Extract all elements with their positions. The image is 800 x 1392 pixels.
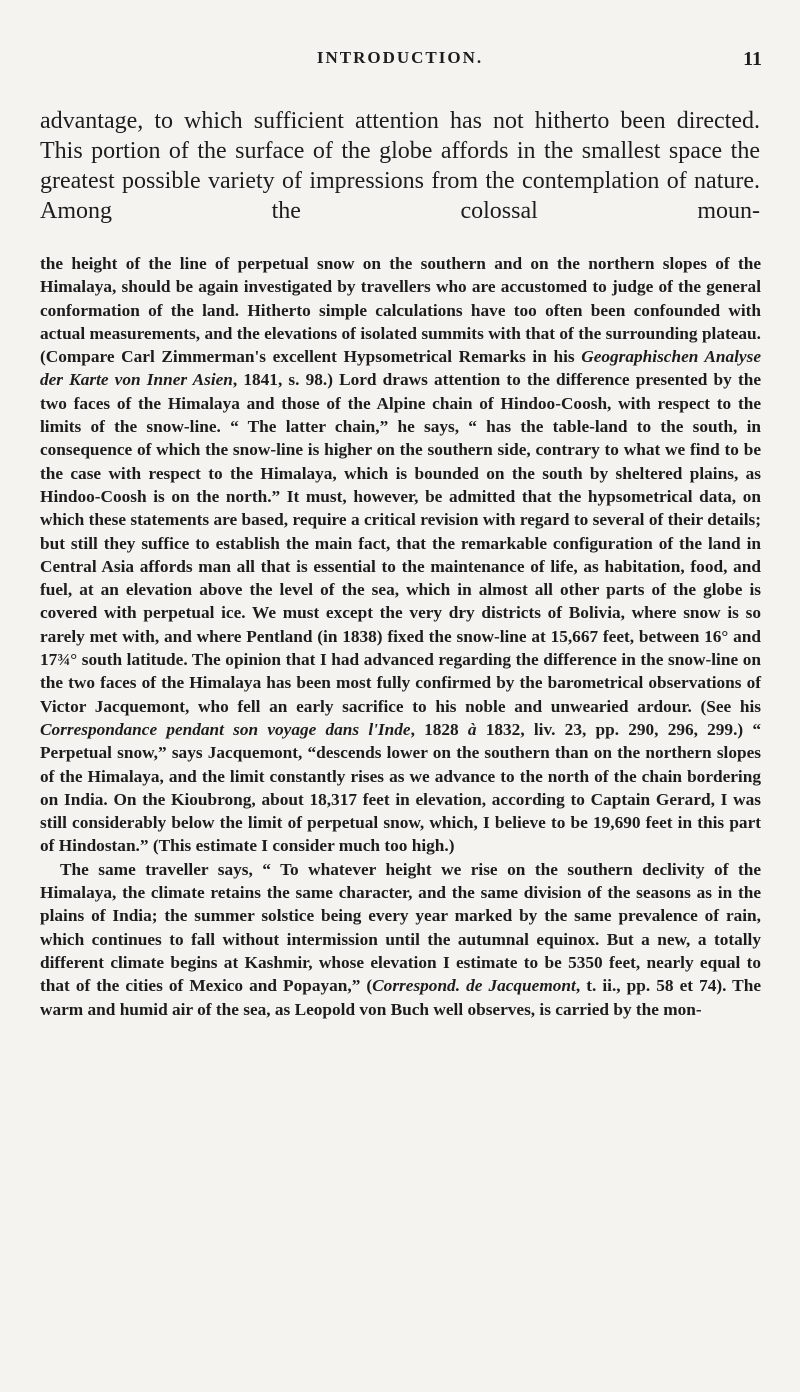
main-text: advantage, to which sufficient attention has not hitherto been directed. This portion of the surface of the globe affords in the smallest space the greatest possible variety of impressions from the contemplation of nature. Among the colossal moun-	[40, 108, 760, 224]
footnote-text: The same traveller says, “ To whatever height we rise on the southern declivity of the Himalaya, the climate retains the same character, and the same division of the seasons as in the plains of India; the summer solstice being every year marked by the same prevalence of rain, which continues to fall without intermission until the autumnal equinox. But a new, a totally different climate begins at Kashmir, whose elevation I estimate to be 5350 feet, nearly equal to that of the cities of Mexico and Popayan,” (	[40, 859, 761, 996]
page-number: 11	[743, 48, 762, 70]
footnote-text: the height of the line of perpetual snow on the southern and on the northern slopes of the Himalaya, should be again investigated by travellers who are accustomed to judge of the general conformation of the land. Hitherto simple calculations have too often been confounded with actual measurements, and the elevations of isolated summits with that of the surrounding plateau. (Compare Carl Zimmerman's excellent Hypsometrical Remarks in his	[40, 254, 761, 367]
footnote-text: , 1828	[410, 719, 468, 739]
footnote-text: 1832, liv. 23, pp. 290, 296, 299.) “ Perpetual snow,” says Jacquemont, “descends lower on the southern than on the northern slopes of the Himalaya, and the limit constantly rises as we advance to the north of the chain bordering on India. On the Kioubrong, about 18,317 feet in elevation, according to Captain Gerard, I was still considerably below the limit of perpetual snow, which, I believe to be 19,690 feet in this part of Hindostan.” (This estimate I consider much too high.)	[40, 719, 761, 856]
page-header	[0, 48, 800, 78]
footnote-text: , 1841, s. 98.) Lord draws attention to the difference presented by the two faces of the Himalaya and those of the Alpine chain of Hindoo-Coosh, with respect to the limits of the snow-line. “ The latter chain,” he says, “ has the table-land to the south, in consequence of which the snow-line is higher on the southern side, contrary to what we find to be the case with respect to the Himalaya, which is bounded on the south by sheltered plains, as Hindoo-Coosh is on the north.” It must, however, be admitted that the hypsometrical data, on which these statements are based, require a critical revision with regard to several of their details; but still they suffice to establish the main fact, that the remarkable configuration of the land in Central Asia affords man all that is essential to the maintenance of life, as habitation, food, and fuel, at an elevation above the level of the sea, which in almost all other parts of the globe is covered with perpetual ice. We must except the very dry districts of Bolivia, where snow is so rarely met with, and where Pentland (in 1838) fixed the snow-line at 15,667 feet, between 16° and 17¾° south latitude. The opinion that I had advanced regarding the difference in the snow-line on the two faces of the Himalaya has been most fully confirmed by the barometrical observations of Victor Jacquemont, who fell an early sacrifice to his noble and unwearied ardour. (See his	[40, 370, 761, 716]
footnote-italic-word: à	[467, 719, 477, 739]
footnote-text: , t. ii., pp. 58 et 74). The warm and humid air of the sea, as Leopold von Buch well observes, is carried by the mon-	[40, 976, 761, 1019]
book-title-zimmerman: Geographischen Analyse der Karte von Inner Asien	[40, 347, 761, 390]
book-title-correspondence: Correspond. de Jacquemont	[372, 976, 576, 996]
footnote-paragraph-2	[40, 858, 761, 1021]
footnote	[40, 252, 761, 1021]
book-title-jacquemont: Correspondance pendant son voyage dans l'Inde	[40, 719, 411, 739]
running-head: INTRODUCTION.	[316, 48, 484, 67]
footnote-paragraph-1	[40, 252, 761, 858]
